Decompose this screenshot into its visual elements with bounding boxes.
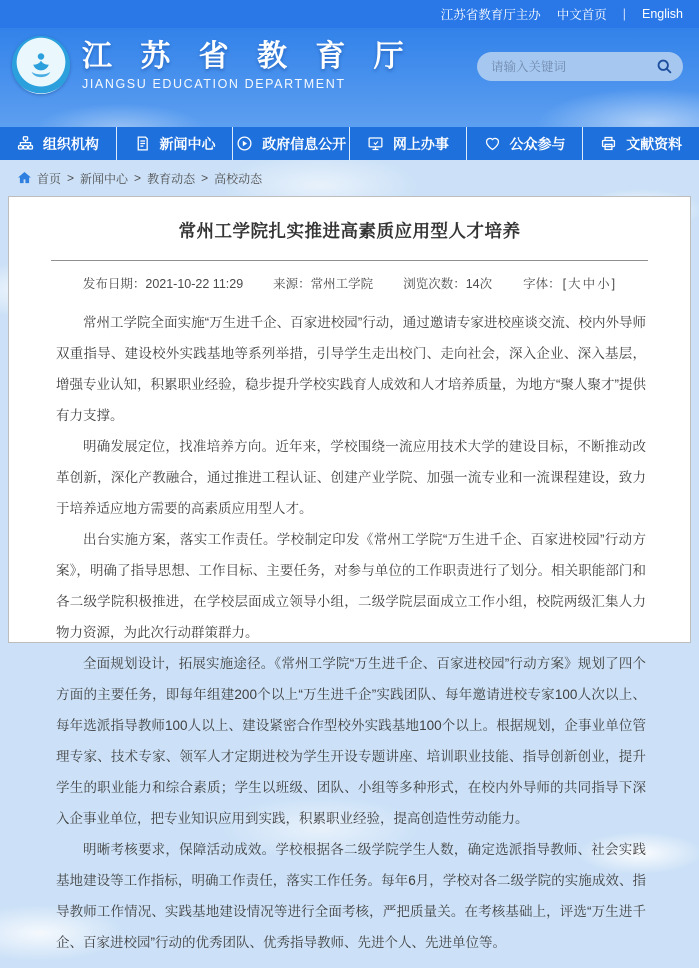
nav-item-news-center[interactable] [117, 127, 234, 160]
archive-printer-icon [600, 135, 617, 152]
online-service-monitor-icon [367, 135, 384, 152]
paragraph: 常州工学院全面实施“万生进千企、百家进校园”行动，通过邀请专家进校座谈交流、校内外导师双重指导、建设校外实践基地等系列举措，引导学生走出校门、走向社会，深入企业、深入基层，增强专业认知，积累职业经验，稳步提升学校实践育人成效和人才培养质量，为地方“聚人聚才”提供有力支撑。 [56, 315, 646, 423]
breadcrumb [0, 160, 699, 196]
nav-item-label: 政府信息公开 [262, 135, 347, 152]
search-box [477, 52, 683, 81]
paragraph: 明晰考核要求，保障活动成效。学校根据各二级学院学生人数，确定选派指导教师、社会实践基地建设等工作指标，明确工作责任，落实工作任务。每年6月，学校对各二级学院的实施成效、指导教师工作情况、实践基地建设情况等进行全面考核，严把质量关。在考核基础上，评选“万生进千企、百家进校园”行动的优秀团队、优秀指导教师、先进个人、先进单位等。 [56, 842, 646, 950]
main-nav [0, 127, 699, 160]
publish-date: 发布日期：2021-10-22 11:29 [82, 277, 244, 291]
view-count: 浏览次数：14次 [403, 277, 493, 291]
paragraph: 全面规划设计，拓展实施途径。《常州工学院“万生进千企、百家进校园”行动方案》规划了四个方面的主要任务，即每年组建200个以上“万生进千企”实践团队、每年邀请进校专家100人次以上、每年选派指导教师100人以上、建设紧密合作型校外实践基地100个以上。根据规划，企事业单位管理专家、技术专家、领军人才定期进校为学生开设专题讲座、培训职业技能、指导创新创业，提升学生的职业能力和综合素质；学生以班级、团队、小组等多种形式，在校内外导师的共同指导下深入企事业单位，把专业知识应用到实践，积累职业经验，提高创造性劳动能力。 [56, 656, 646, 826]
breadcrumb-item-home[interactable]: 首页 [37, 171, 62, 186]
font-size-small[interactable]: 小 [597, 277, 610, 291]
article-panel [8, 196, 691, 950]
topbar-separator: | [622, 7, 626, 21]
font-size-medium[interactable]: 中 [582, 277, 596, 291]
home-icon[interactable] [18, 172, 31, 184]
breadcrumb-separator: > [201, 171, 209, 185]
nav-item-label: 公众参与 [509, 135, 566, 152]
department-logo-icon [12, 36, 70, 94]
news-document-icon [134, 135, 151, 152]
site-header [0, 28, 699, 127]
breadcrumb-item-education-news[interactable]: 教育动态 [147, 171, 196, 186]
search-input[interactable] [491, 60, 656, 74]
org-chart-icon [17, 135, 34, 152]
heart-icon [484, 135, 501, 152]
breadcrumb-separator: > [67, 171, 75, 185]
nav-item-label: 网上办事 [392, 135, 449, 152]
breadcrumb-item-university-news[interactable]: 高校动态 [214, 171, 263, 186]
nav-item-public-participation[interactable] [467, 127, 584, 160]
site-logo-link[interactable] [12, 36, 414, 94]
topbar-link-chinese-home[interactable]: 中文首页 [556, 8, 607, 22]
font-size-switcher: 字体： [ 大 中 小 ] [523, 277, 616, 291]
topbar-link-host[interactable]: 江苏省教育厅主办 [440, 8, 541, 22]
article-body [9, 301, 690, 968]
font-size-large[interactable]: 大 [568, 277, 581, 291]
breadcrumb-item-news-center[interactable]: 新闻中心 [80, 171, 129, 186]
site-subtitle: JIANGSU EDUCATION DEPARTMENT [82, 76, 346, 91]
breadcrumb-separator: > [134, 171, 142, 185]
nav-item-organization[interactable] [0, 127, 117, 160]
article-source: 来源：常州工学院 [273, 277, 374, 291]
info-disclosure-icon [236, 135, 253, 152]
topbar-link-english[interactable]: English [642, 7, 683, 21]
logo-figure-icon [26, 50, 56, 80]
paragraph: 出台实施方案，落实工作责任。学校制定印发《常州工学院“万生进千企、百家进校园”行动方案》，明确了指导思想、工作目标、主要任务，对参与单位的工作职责进行了划分。相关职能部门和各二级学院积极推进，在学校层面成立领导小组，二级学院层面成立工作小组，校院两级汇集人力物力资源，为此次行动群策群力。 [56, 532, 646, 640]
paragraph: 明确发展定位，找准培养方向。近年来，学校围绕一流应用技术大学的建设目标，不断推动改革创新，深化产教融合，通过推进工程认证、创建产业学院、加强一流专业和一流课程建设，致力于培养适应地方需要的高素质应用型人才。 [56, 439, 646, 516]
article-title: 常州工学院扎实推进高素质应用型人才培养 [178, 221, 521, 241]
site-title: 江 苏 省 教 育 厅 [82, 39, 414, 73]
nav-item-gov-info-disclosure[interactable] [233, 127, 350, 160]
article-meta [9, 261, 690, 301]
brand-text [82, 40, 414, 91]
nav-item-online-services[interactable] [350, 127, 467, 160]
nav-item-label: 组织机构 [42, 135, 99, 152]
nav-item-label: 新闻中心 [159, 135, 216, 152]
nav-item-documents[interactable] [583, 127, 699, 160]
nav-item-label: 文献资料 [626, 135, 683, 152]
topbar [0, 0, 699, 28]
search-icon[interactable] [656, 58, 673, 75]
